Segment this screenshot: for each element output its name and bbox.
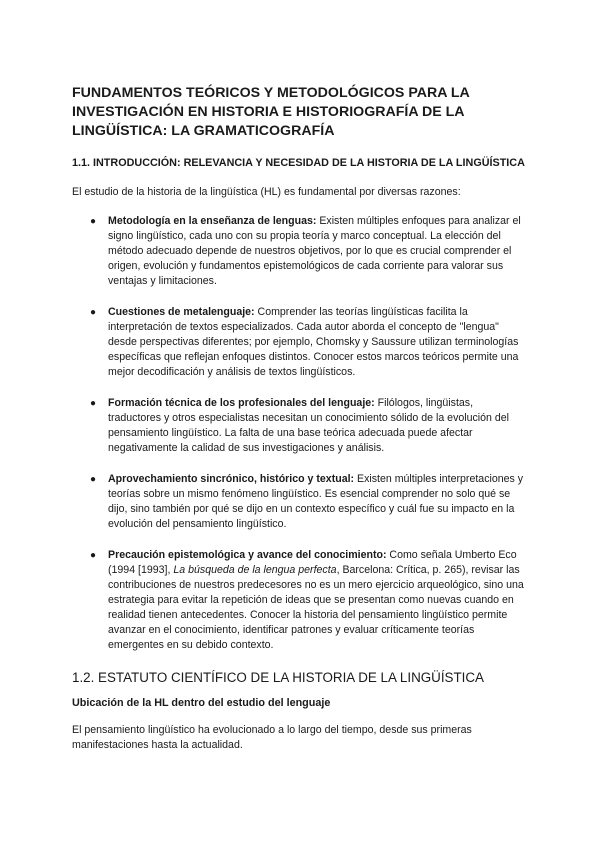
bullet-icon: ● (90, 398, 97, 409)
section-1-2-heading: 1.2. ESTATUTO CIENTÍFICO DE LA HISTORIA DE LA LINGÜÍSTICA (72, 670, 484, 685)
item-title: Cuestiones de metalenguaje: (108, 306, 255, 318)
item-text: Existen múltiples interpretaciones y teorías sobre un mismo fenómeno lingüístico. Es esencial comprender no solo qué se dijo, sino también por qué se dijo en un contexto específico y cuál fue su impacto en la evolución del pensamiento lingüístico. (108, 473, 524, 530)
item-text: Filólogos, lingüistas, traductores y otros especialistas necesitan un conocimiento sólido de la evolución del pensamiento lingüístico. La falta de una base teórica adecuada puede afectar negativamente la calidad de sus investigaciones y análisis. (108, 397, 510, 454)
item-text: Existen múltiples enfoques para analizar el signo lingüístico, cada uno con su propia teoría y marco conceptual. La elección del método adecuado depende de nuestros objetivos, por lo que es crucial comprender el origen, evolución y fundamentos epistemológicos de cada corriente para valorar sus ventajas y limitaciones. (108, 215, 521, 287)
section-1-2-subheading: Ubicación de la HL dentro del estudio del lenguaje (72, 697, 331, 709)
item-text-before: Como señala Umberto Eco (1994 [1993], (108, 549, 517, 576)
bullet-icon: ● (90, 307, 97, 318)
document-title: FUNDAMENTOS TEÓRICOS Y METODOLÓGICOS PARA LA INVESTIGACIÓN EN HISTORIA E HISTORIOGRAFÍA DE LA LINGÜÍSTICA: LA GRAMATICOGRAFÍA (72, 85, 470, 139)
bullet-icon: ● (90, 216, 97, 227)
item-text-after: , Barcelona: Crítica, p. 265), revisar las contribuciones de nuestros predecesores no es un mero ejercicio arqueológico, sino una estrategia para evitar la repetición de ideas que se presentan como nuevas cuando en realidad tienen antecedentes. Conocer la historia del pensamiento lingüístico permite avanzar en el conocimiento, identificar patrones y evaluar críticamente teorías emergentes en su debido contexto. (108, 564, 524, 651)
list-item-formacion-tecnica (72, 396, 528, 456)
bullet-icon: ● (90, 550, 97, 561)
list-item-precaucion (72, 548, 528, 653)
section-1-1-heading: 1.1. INTRODUCCIÓN: RELEVANCIA Y NECESIDAD DE LA HISTORIA DE LA LINGÜÍSTICA (72, 157, 525, 169)
reasons-list (72, 214, 528, 653)
book-title-italic: La búsqueda de la lengua perfecta (173, 564, 337, 576)
item-title: Formación técnica de los profesionales del lenguaje: (108, 397, 375, 409)
item-text: Comprender las teorías lingüísticas facilita la interpretación de textos especializados. Cada autor aborda el concepto de "lengua" desde perspectivas diferentes; por ejemplo, Chomsky y Saussure utilizan terminologías específicas que reflejan enfoques distintos. Conocer estos marcos teóricos permite una mejor decodificación y análisis de textos lingüísticos. (108, 306, 519, 378)
bullet-icon: ● (90, 474, 97, 485)
item-title: Metodología en la enseñanza de lenguas: (108, 215, 317, 227)
section-1-1-intro: El estudio de la historia de la lingüística (HL) es fundamental por diversas razones: (72, 186, 461, 198)
list-item-metodologia (72, 214, 528, 289)
list-item-aprovechamiento (72, 472, 528, 532)
item-title: Precaución epistemológica y avance del conocimiento: (108, 549, 387, 561)
item-title: Aprovechamiento sincrónico, histórico y textual: (108, 473, 355, 485)
section-1-2-paragraph: El pensamiento lingüístico ha evolucionado a lo largo del tiempo, desde sus primeras manifestaciones hasta la actualidad. (72, 724, 472, 751)
list-item-metalenguaje (72, 305, 528, 380)
